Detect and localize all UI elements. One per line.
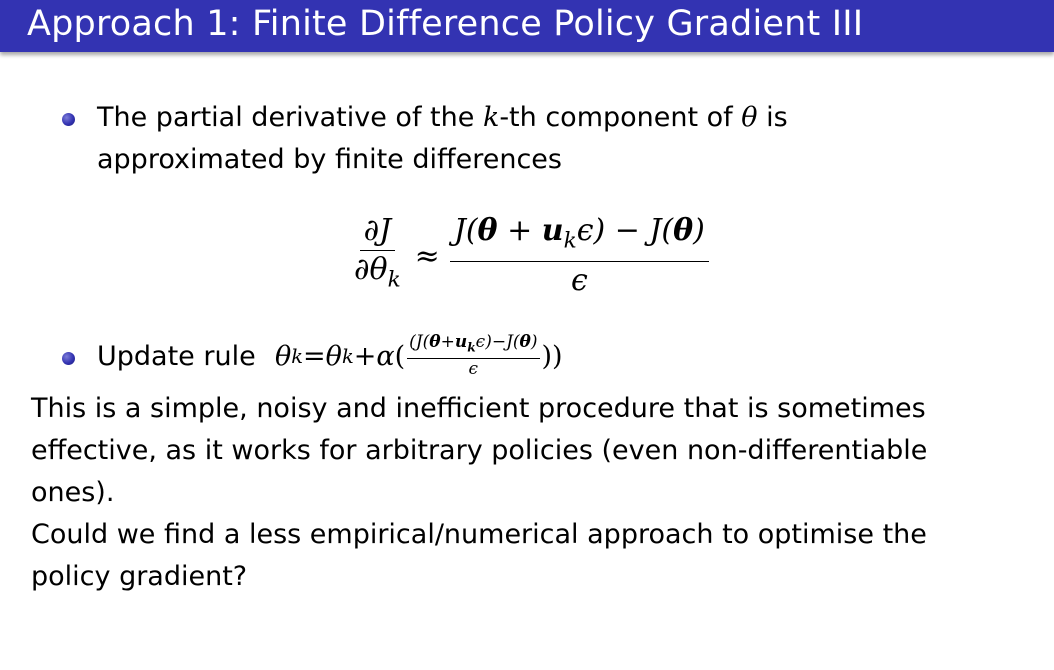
bullet-1-var-k: k (482, 102, 500, 133)
difference-quotient-numerator (450, 212, 709, 262)
update-fraction (407, 332, 539, 380)
num-plus: + (497, 213, 542, 249)
uf-close: ) (530, 331, 538, 352)
update-theta-rhs-sub: k (341, 344, 354, 368)
finite-difference-equation (350, 210, 709, 302)
num-close: ) (693, 213, 705, 249)
approx-symbol: ≈ (414, 238, 440, 274)
bullet-1-text-b: -th component of (499, 102, 742, 133)
paragraph-line-2: effective, as it works for arbitrary policies (even non-differentiable (31, 435, 928, 466)
num-u-sub: k (563, 228, 577, 254)
partial-theta-sub: k (387, 267, 401, 293)
num-j-open: J( (453, 213, 478, 249)
partial-derivative-denominator (350, 251, 405, 300)
bullet-1-text-c: is (757, 102, 788, 133)
bullet-marker-2 (62, 352, 75, 365)
paragraph-line-3: ones). (31, 477, 115, 508)
update-equals: = (303, 340, 326, 372)
update-fraction-denominator: ϵ (468, 359, 479, 380)
slide-title-bar (0, 0, 1054, 52)
uf-u-sub: k (467, 340, 476, 355)
num-eps-minus-j: ϵ) − J( (576, 213, 674, 249)
bullet-1-line-2: approximated by finite differences (97, 144, 562, 175)
update-fraction-numerator (407, 332, 539, 359)
update-close-parens: )) (541, 340, 563, 372)
update-rule-equation (275, 328, 563, 384)
partial-theta: ∂θ (354, 252, 388, 288)
bullet-marker-1 (62, 113, 75, 126)
num-theta2-bold: θ (673, 213, 694, 249)
uf-theta2-bold: θ (519, 331, 531, 352)
bullet-1-text-a: The partial derivative of the (97, 102, 483, 133)
update-plus: + (353, 340, 377, 372)
num-theta-bold: θ (477, 213, 498, 249)
uf-eps-minus-j: ϵ)−J( (475, 331, 520, 352)
partial-derivative-fraction (350, 212, 405, 300)
uf-j-open: (J( (409, 331, 430, 352)
bullet-1-var-theta: θ (741, 102, 758, 133)
difference-quotient-denominator: ϵ (570, 262, 588, 298)
uf-plus: + (440, 331, 455, 352)
update-alpha: α (376, 340, 395, 372)
uf-u-bold: u (454, 331, 468, 352)
paragraph-line-5: policy gradient? (31, 561, 248, 592)
update-theta-rhs: θ (325, 340, 342, 372)
bullet-1-line-1 (97, 102, 788, 134)
slide-title: Approach 1: Finite Difference Policy Gradient III (27, 4, 864, 44)
paragraph-line-4: Could we find a less empirical/numerical approach to optimise the (31, 519, 927, 550)
update-open-paren: ( (394, 340, 406, 372)
uf-theta-bold: θ (429, 331, 441, 352)
update-theta-lhs: θ (275, 340, 292, 372)
partial-derivative-numerator: ∂J (360, 212, 396, 251)
paragraph-line-1: This is a simple, noisy and inefficient procedure that is sometimes (31, 393, 926, 424)
num-u-bold: u (541, 213, 564, 249)
update-theta-lhs-sub: k (291, 344, 304, 368)
bullet-2-label: Update rule (97, 341, 256, 372)
difference-quotient-fraction (450, 212, 709, 300)
